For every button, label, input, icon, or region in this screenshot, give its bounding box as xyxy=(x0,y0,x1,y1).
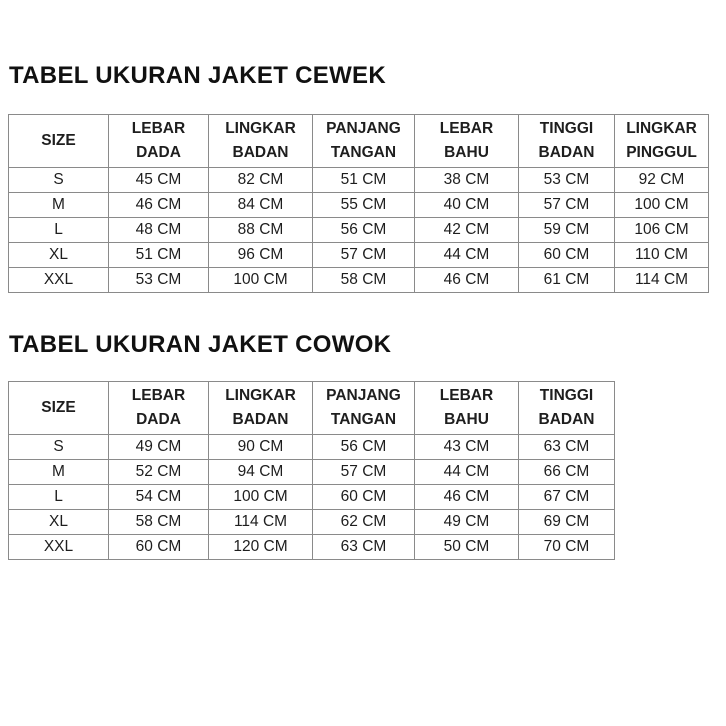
value-cell: 88 CM xyxy=(209,218,313,243)
value-cell: 51 CM xyxy=(109,243,209,268)
value-cell: 100 CM xyxy=(209,268,313,293)
value-cell: 96 CM xyxy=(209,243,313,268)
header-size: SIZE xyxy=(9,382,109,435)
value-cell: 69 CM xyxy=(519,510,615,535)
value-cell: 58 CM xyxy=(109,510,209,535)
value-cell: 44 CM xyxy=(415,460,519,485)
value-cell: 110 CM xyxy=(615,243,709,268)
value-cell: 61 CM xyxy=(519,268,615,293)
size-cell: L xyxy=(9,218,109,243)
header-panjang-tangan: PANJANG TANGAN xyxy=(313,115,415,168)
value-cell: 46 CM xyxy=(415,485,519,510)
value-cell: 46 CM xyxy=(109,193,209,218)
table-row xyxy=(9,168,709,193)
size-cell: XXL xyxy=(9,535,109,560)
header-tinggi-badan: TINGGI BADAN xyxy=(519,115,615,168)
women-size-table xyxy=(8,114,709,293)
value-cell: 38 CM xyxy=(415,168,519,193)
size-cell: M xyxy=(9,193,109,218)
value-cell: 43 CM xyxy=(415,435,519,460)
men-size-table-title: TABEL UKURAN JAKET COWOK xyxy=(9,331,392,358)
value-cell: 56 CM xyxy=(313,435,415,460)
value-cell: 57 CM xyxy=(313,460,415,485)
value-cell: 45 CM xyxy=(109,168,209,193)
size-cell: XXL xyxy=(9,268,109,293)
value-cell: 49 CM xyxy=(415,510,519,535)
value-cell: 53 CM xyxy=(109,268,209,293)
value-cell: 94 CM xyxy=(209,460,313,485)
header-lebar-bahu: LEBAR BAHU xyxy=(415,382,519,435)
value-cell: 60 CM xyxy=(519,243,615,268)
value-cell: 42 CM xyxy=(415,218,519,243)
header-lingkar-pinggul: LINGKAR PINGGUL xyxy=(615,115,709,168)
header-tinggi-badan: TINGGI BADAN xyxy=(519,382,615,435)
header-size: SIZE xyxy=(9,115,109,168)
header-panjang-tangan: PANJANG TANGAN xyxy=(313,382,415,435)
value-cell: 67 CM xyxy=(519,485,615,510)
header-lebar-dada: LEBAR DADA xyxy=(109,382,209,435)
value-cell: 49 CM xyxy=(109,435,209,460)
header-lingkar-badan: LINGKAR BADAN xyxy=(209,382,313,435)
value-cell: 55 CM xyxy=(313,193,415,218)
table-row xyxy=(9,218,709,243)
value-cell: 84 CM xyxy=(209,193,313,218)
size-cell: XL xyxy=(9,510,109,535)
value-cell: 82 CM xyxy=(209,168,313,193)
value-cell: 66 CM xyxy=(519,460,615,485)
value-cell: 114 CM xyxy=(615,268,709,293)
header-lebar-bahu: LEBAR BAHU xyxy=(415,115,519,168)
value-cell: 46 CM xyxy=(415,268,519,293)
value-cell: 60 CM xyxy=(313,485,415,510)
value-cell: 114 CM xyxy=(209,510,313,535)
table-header-row xyxy=(9,382,615,435)
value-cell: 120 CM xyxy=(209,535,313,560)
size-cell: S xyxy=(9,435,109,460)
value-cell: 58 CM xyxy=(313,268,415,293)
size-cell: M xyxy=(9,460,109,485)
table-header-row xyxy=(9,115,709,168)
value-cell: 90 CM xyxy=(209,435,313,460)
value-cell: 63 CM xyxy=(313,535,415,560)
value-cell: 53 CM xyxy=(519,168,615,193)
size-cell: L xyxy=(9,485,109,510)
table-row xyxy=(9,193,709,218)
table-row xyxy=(9,485,615,510)
men-size-table xyxy=(8,381,615,560)
value-cell: 92 CM xyxy=(615,168,709,193)
value-cell: 52 CM xyxy=(109,460,209,485)
value-cell: 59 CM xyxy=(519,218,615,243)
value-cell: 63 CM xyxy=(519,435,615,460)
value-cell: 57 CM xyxy=(313,243,415,268)
table-row xyxy=(9,460,615,485)
value-cell: 100 CM xyxy=(615,193,709,218)
size-cell: XL xyxy=(9,243,109,268)
value-cell: 48 CM xyxy=(109,218,209,243)
value-cell: 51 CM xyxy=(313,168,415,193)
value-cell: 56 CM xyxy=(313,218,415,243)
value-cell: 100 CM xyxy=(209,485,313,510)
value-cell: 40 CM xyxy=(415,193,519,218)
header-lingkar-badan: LINGKAR BADAN xyxy=(209,115,313,168)
value-cell: 44 CM xyxy=(415,243,519,268)
table-row xyxy=(9,268,709,293)
value-cell: 106 CM xyxy=(615,218,709,243)
value-cell: 50 CM xyxy=(415,535,519,560)
header-lebar-dada: LEBAR DADA xyxy=(109,115,209,168)
value-cell: 57 CM xyxy=(519,193,615,218)
table-row xyxy=(9,510,615,535)
table-row xyxy=(9,243,709,268)
table-row xyxy=(9,535,615,560)
value-cell: 60 CM xyxy=(109,535,209,560)
value-cell: 62 CM xyxy=(313,510,415,535)
value-cell: 54 CM xyxy=(109,485,209,510)
size-cell: S xyxy=(9,168,109,193)
women-size-table-title: TABEL UKURAN JAKET CEWEK xyxy=(9,62,386,89)
value-cell: 70 CM xyxy=(519,535,615,560)
table-row xyxy=(9,435,615,460)
